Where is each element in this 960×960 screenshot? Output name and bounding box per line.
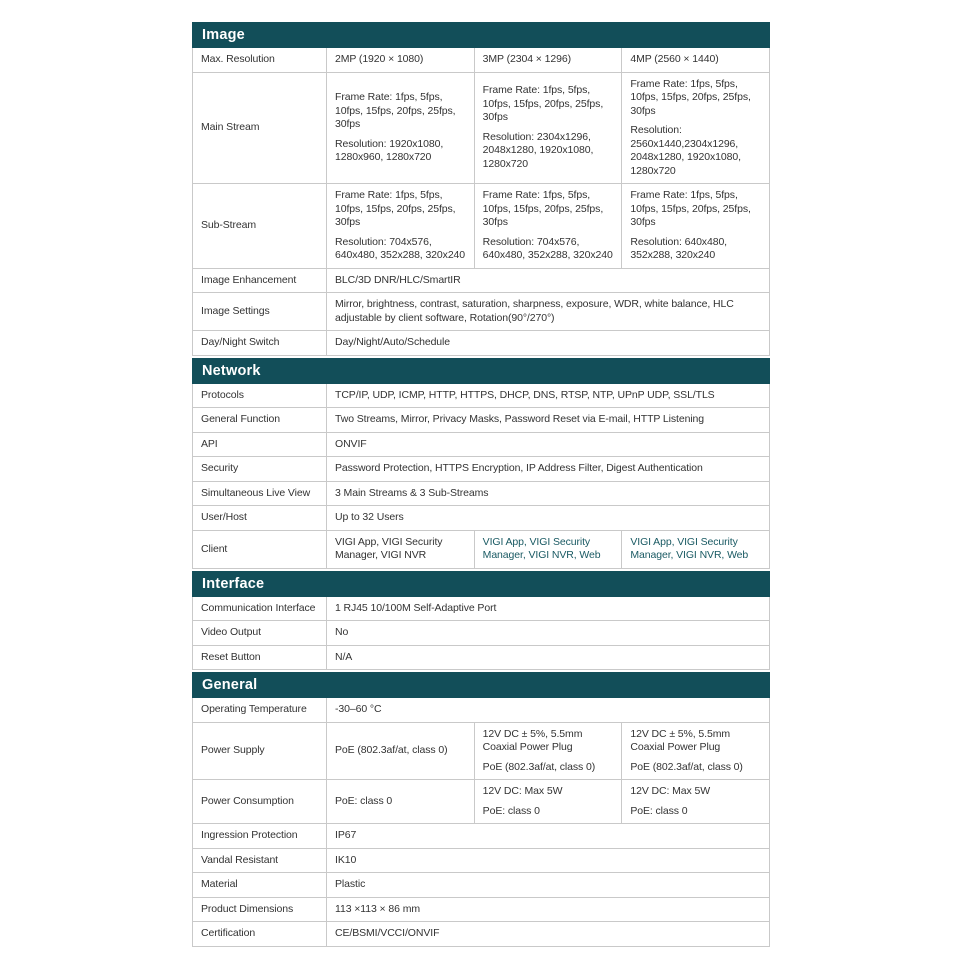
row-value bbox=[326, 331, 769, 355]
value-text: 12V DC: Max 5W bbox=[482, 785, 563, 797]
section-header-interface: Interface bbox=[192, 571, 770, 597]
section-body-interface bbox=[192, 597, 770, 671]
spec-sheet bbox=[192, 22, 770, 947]
value-text: VIGI App, VIGI Security Manager, VIGI NVR, Web bbox=[482, 535, 601, 561]
row-value bbox=[326, 482, 769, 506]
row-label: Protocols bbox=[201, 388, 244, 401]
row-value bbox=[621, 531, 769, 568]
value-text: 12V DC: Max 5W bbox=[630, 785, 711, 797]
row-value bbox=[621, 73, 769, 184]
row-label: API bbox=[201, 437, 218, 450]
row-label: Certification bbox=[201, 927, 256, 940]
row-label: Security bbox=[201, 462, 239, 475]
spec-row-api bbox=[193, 433, 769, 458]
value-text: Frame Rate: 1fps, 5fps, 10fps, 15fps, 20fps, 25fps, 30fps bbox=[482, 189, 604, 228]
spec-row-certification bbox=[193, 922, 769, 947]
row-value bbox=[326, 184, 474, 268]
row-value bbox=[326, 73, 474, 184]
value-text: Frame Rate: 1fps, 5fps, 10fps, 15fps, 20fps, 25fps, 30fps bbox=[335, 189, 456, 228]
row-label: Power Consumption bbox=[201, 795, 294, 807]
row-value bbox=[326, 723, 474, 780]
value-text: Up to 32 Users bbox=[335, 511, 404, 523]
value-text: PoE (802.3af/at, class 0) bbox=[482, 760, 596, 773]
value-text: Resolution: 2560x1440,2304x1296, 2048x1280, 1920x1080, 1280x720 bbox=[630, 124, 741, 177]
value-text: PoE: class 0 bbox=[335, 794, 393, 807]
spec-row-client bbox=[193, 531, 769, 569]
section-body-image bbox=[192, 48, 770, 356]
value-text: -30–60 °C bbox=[335, 703, 382, 715]
row-label: Sub-Stream bbox=[201, 219, 257, 232]
row-label: Communication Interface bbox=[201, 601, 316, 614]
spec-row-day-night-switch bbox=[193, 331, 769, 356]
spec-row-general-function bbox=[193, 408, 769, 433]
row-value bbox=[326, 433, 769, 457]
row-value bbox=[474, 48, 622, 72]
spec-row-main-stream bbox=[193, 73, 769, 185]
spec-row-ingression-protection bbox=[193, 824, 769, 849]
row-value bbox=[326, 269, 769, 293]
row-value bbox=[326, 506, 769, 530]
row-value bbox=[621, 723, 769, 780]
value-text: ONVIF bbox=[335, 437, 367, 450]
value-text: Resolution: 1920x1080, 1280x960, 1280x720 bbox=[335, 137, 444, 163]
row-label: Power Supply bbox=[201, 744, 265, 757]
row-label: Reset Button bbox=[201, 650, 261, 663]
spec-row-power-supply bbox=[193, 723, 769, 781]
value-text: Resolution: 704x576, 640x480, 352x288, 320x240 bbox=[335, 235, 466, 261]
value-text: VIGI App, VIGI Security Manager, VIGI NVR bbox=[335, 535, 443, 561]
value-text: VIGI App, VIGI Security Manager, VIGI NVR, Web bbox=[630, 535, 749, 561]
row-value bbox=[326, 293, 769, 330]
spec-row-simultaneous-live-view bbox=[193, 482, 769, 507]
section-body-network bbox=[192, 384, 770, 569]
row-value bbox=[326, 873, 769, 897]
row-label: User/Host bbox=[201, 511, 247, 524]
value-text: TCP/IP, UDP, ICMP, HTTP, HTTPS, DHCP, DNS, RTSP, NTP, UPnP UDP, SSL/TLS bbox=[335, 388, 715, 401]
row-value bbox=[326, 698, 769, 722]
row-label: General Function bbox=[201, 413, 280, 426]
value-text: Frame Rate: 1fps, 5fps, 10fps, 15fps, 20fps, 25fps, 30fps bbox=[335, 91, 456, 130]
row-value bbox=[326, 646, 769, 670]
row-label: Max. Resolution bbox=[201, 53, 275, 66]
value-text: 12V DC ± 5%, 5.5mm Coaxial Power Plug bbox=[482, 727, 583, 753]
value-text: 2MP (1920 × 1080) bbox=[335, 53, 424, 65]
row-label: Day/Night Switch bbox=[201, 336, 280, 349]
value-text: Plastic bbox=[335, 878, 366, 890]
spec-row-protocols bbox=[193, 384, 769, 409]
section-header-network: Network bbox=[192, 358, 770, 384]
row-value bbox=[326, 780, 474, 823]
value-text: 3MP (2304 × 1296) bbox=[482, 53, 571, 65]
value-text: 113 ×113 × 86 mm bbox=[335, 902, 420, 915]
spec-table bbox=[192, 22, 770, 947]
value-text: PoE: class 0 bbox=[482, 804, 540, 817]
value-text: IK10 bbox=[335, 853, 357, 866]
row-label: Ingression Protection bbox=[201, 829, 298, 842]
spec-row-video-output bbox=[193, 621, 769, 646]
value-text: 1 RJ45 10/100M Self-Adaptive Port bbox=[335, 601, 497, 614]
row-value bbox=[326, 621, 769, 645]
spec-row-vandal-resistant bbox=[193, 849, 769, 874]
row-label: Vandal Resistant bbox=[201, 853, 279, 866]
value-text: BLC/3D DNR/HLC/SmartIR bbox=[335, 273, 461, 286]
value-text: Mirror, brightness, contrast, saturation, sharpness, exposure, WDR, white balance, HLC adjustable by client software, Rotation(90°/270°) bbox=[335, 298, 734, 324]
row-value bbox=[326, 824, 769, 848]
row-value bbox=[474, 780, 622, 823]
spec-row-communication-interface bbox=[193, 597, 769, 622]
value-text: CE/BSMI/VCCI/ONVIF bbox=[335, 927, 440, 939]
row-value bbox=[474, 723, 622, 780]
spec-row-product-dimensions bbox=[193, 898, 769, 923]
section-header-image: Image bbox=[192, 22, 770, 48]
spec-row-image-settings bbox=[193, 293, 769, 331]
value-text: PoE: class 0 bbox=[630, 804, 688, 817]
value-text: 3 Main Streams & 3 Sub-Streams bbox=[335, 486, 489, 499]
value-text: No bbox=[335, 626, 349, 638]
row-label: Product Dimensions bbox=[201, 902, 294, 915]
row-label: Client bbox=[201, 542, 228, 555]
row-label: Image Enhancement bbox=[201, 273, 297, 286]
spec-row-image-enhancement bbox=[193, 269, 769, 294]
section-body-general bbox=[192, 698, 770, 947]
value-text: PoE (802.3af/at, class 0) bbox=[630, 760, 743, 773]
row-value bbox=[474, 184, 622, 268]
value-text: 4MP (2560 × 1440) bbox=[630, 53, 719, 65]
row-value bbox=[326, 457, 769, 481]
spec-row-material bbox=[193, 873, 769, 898]
value-text: Resolution: 704x576, 640x480, 352x288, 320x240 bbox=[482, 235, 613, 261]
value-text: 12V DC ± 5%, 5.5mm Coaxial Power Plug bbox=[630, 727, 731, 753]
spec-row-sub-stream bbox=[193, 184, 769, 269]
row-value bbox=[326, 597, 769, 621]
row-label: Main Stream bbox=[201, 121, 260, 134]
value-text: Password Protection, HTTPS Encryption, IP Address Filter, Digest Authentication bbox=[335, 462, 703, 474]
value-text: N/A bbox=[335, 650, 353, 663]
row-value bbox=[621, 184, 769, 268]
value-text: IP67 bbox=[335, 829, 357, 841]
section-header-general: General bbox=[192, 672, 770, 698]
spec-row-power-consumption bbox=[193, 780, 769, 824]
row-label: Image Settings bbox=[201, 305, 270, 317]
value-text: Frame Rate: 1fps, 5fps, 10fps, 15fps, 20fps, 25fps, 30fps bbox=[630, 189, 751, 228]
row-value bbox=[474, 73, 622, 184]
value-text: Two Streams, Mirror, Privacy Masks, Password Reset via E-mail, HTTP Listening bbox=[335, 413, 705, 425]
row-value bbox=[326, 922, 769, 946]
value-text: Resolution: 2304x1296, 2048x1280, 1920x1080, 1280x720 bbox=[482, 130, 594, 170]
row-label: Simultaneous Live View bbox=[201, 486, 311, 499]
row-value bbox=[474, 531, 622, 568]
row-label: Operating Temperature bbox=[201, 703, 307, 716]
value-text: Resolution: 640x480, 352x288, 320x240 bbox=[630, 235, 727, 261]
spec-row-operating-temperature bbox=[193, 698, 769, 723]
value-text: Frame Rate: 1fps, 5fps, 10fps, 15fps, 20fps, 25fps, 30fps bbox=[630, 77, 751, 117]
row-value bbox=[326, 408, 769, 432]
row-value bbox=[621, 780, 769, 823]
row-value bbox=[621, 48, 769, 72]
row-label: Video Output bbox=[201, 626, 261, 639]
spec-row-security bbox=[193, 457, 769, 482]
value-text: Frame Rate: 1fps, 5fps, 10fps, 15fps, 20fps, 25fps, 30fps bbox=[482, 84, 604, 124]
row-value bbox=[326, 531, 474, 568]
row-value bbox=[326, 48, 474, 72]
spec-row-max-resolution bbox=[193, 48, 769, 73]
row-label: Material bbox=[201, 878, 238, 891]
value-text: PoE (802.3af/at, class 0) bbox=[335, 744, 448, 756]
row-value bbox=[326, 384, 769, 408]
row-value bbox=[326, 898, 769, 922]
value-text: Day/Night/Auto/Schedule bbox=[335, 336, 451, 348]
row-value bbox=[326, 849, 769, 873]
spec-row-reset-button bbox=[193, 646, 769, 671]
spec-row-user-host bbox=[193, 506, 769, 531]
